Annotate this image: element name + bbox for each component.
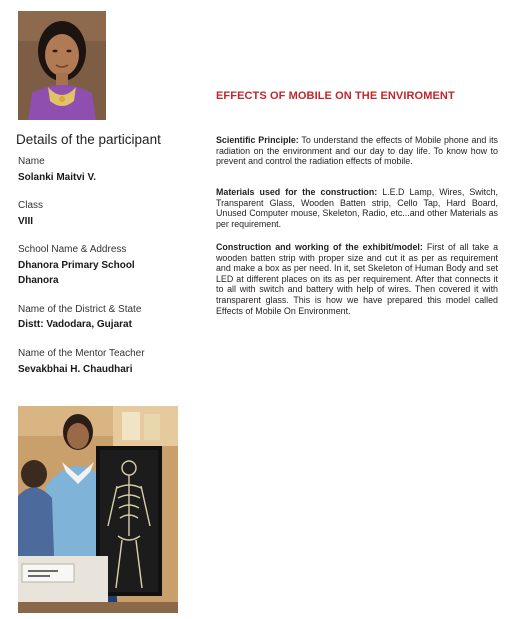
scientific-principle-text: To understand the effects of Mobile phone and its radiation on the environment and our day to day life. To know how to prevent and control the radiation effects of mobile. xyxy=(216,135,498,167)
name-label: Name xyxy=(18,156,45,167)
scientific-principle-heading: Scientific Principle: xyxy=(216,135,299,145)
exhibit-photo xyxy=(18,406,178,613)
school-label: School Name & Address xyxy=(18,244,127,255)
materials-text: L.E.D Lamp, Wires, Switch, Transparent Glass, Wooden Batten strip, Cello Tap, Hard Board, Unused Computer mouse, Skeleton, Radio, etc...and other Materials as per requirement. xyxy=(216,187,498,229)
district-label: Name of the District & State xyxy=(18,304,142,315)
participant-details-heading: Details of the participant xyxy=(16,132,161,147)
construction-text: First of all take a wooden batten strip with proper size and cut it as per as requirement and make a box as per need. In it, set Skeleton of Human Body and set LED at different places on its as per requirement. After that connects it to all with switch and battery with help of wires. Then covered it with transparent glass. This is how we have prepared this model called Effects of Mobile On Environment. xyxy=(216,242,499,316)
construction-heading: Construction and working of the exhibit/model: xyxy=(216,242,423,252)
participant-photo xyxy=(18,11,106,120)
name-value: Solanki Maitvi V. xyxy=(18,172,96,183)
district-value: Distt: Vadodara, Gujarat xyxy=(18,319,132,330)
materials-heading: Materials used for the construction: xyxy=(216,187,378,197)
school-value-line1: Dhanora Primary School xyxy=(18,260,135,271)
materials-paragraph xyxy=(216,187,498,229)
mentor-value: Sevakbhai H. Chaudhari xyxy=(18,364,133,375)
scientific-principle-paragraph xyxy=(216,135,498,167)
school-value-line2: Dhanora xyxy=(18,275,59,286)
class-label: Class xyxy=(18,200,44,211)
mentor-label: Name of the Mentor Teacher xyxy=(18,348,145,359)
article-title: EFFECTS OF MOBILE ON THE ENVIROMENT xyxy=(216,90,455,102)
construction-paragraph xyxy=(216,242,498,316)
class-value: VIII xyxy=(18,216,34,227)
